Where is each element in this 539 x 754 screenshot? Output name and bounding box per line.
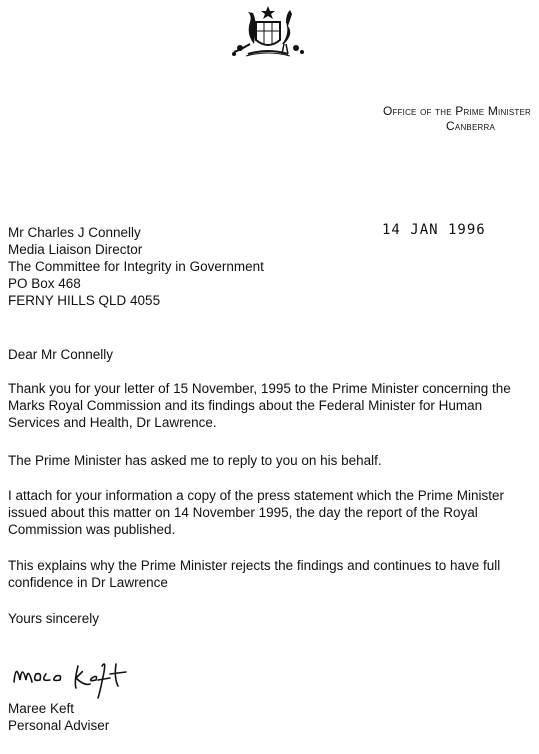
letter-date: 14 JAN 1996 (382, 222, 486, 238)
body-paragraph-2: The Prime Minister has asked me to reply to you on his behalf. (8, 453, 382, 468)
office-heading (383, 104, 531, 134)
recipient-title: Media Liaison Director (8, 242, 143, 257)
office-line1: Office of the Prime Minister (382, 104, 531, 118)
recipient-name: Mr Charles J Connelly (8, 225, 141, 240)
body-paragraph-4: This explains why the Prime Minister rejects the findings and continues to have full confidence in Dr Lawrence (8, 558, 501, 590)
signatory-position: Personal Adviser (8, 718, 110, 733)
recipient-po-box: PO Box 468 (8, 276, 81, 291)
closing: Yours sincerely (8, 611, 100, 626)
coat-of-arms-icon (220, 4, 316, 60)
recipient-organisation: The Committee for Integrity in Government (8, 259, 264, 274)
recipient-address (8, 224, 264, 309)
signatory-name: Maree Keft (8, 701, 75, 716)
salutation: Dear Mr Connelly (8, 347, 114, 362)
office-line2: Canberra (446, 119, 495, 133)
recipient-locality: FERNY HILLS QLD 4055 (8, 293, 161, 308)
body-paragraph-1: Thank you for your letter of 15 November, 1995 to the Prime Minister concerning the Marks Royal Commission and its findings about the Federal Minister for Human Services and Health, Dr Lawrence. (8, 381, 511, 430)
body-paragraph-3: I attach for your information a copy of the press statement which the Prime Minister issued about this matter on 14 November 1995, the day the report of the Royal Commission was published. (8, 488, 504, 537)
handwritten-signature (10, 652, 150, 700)
signatory (8, 700, 109, 734)
